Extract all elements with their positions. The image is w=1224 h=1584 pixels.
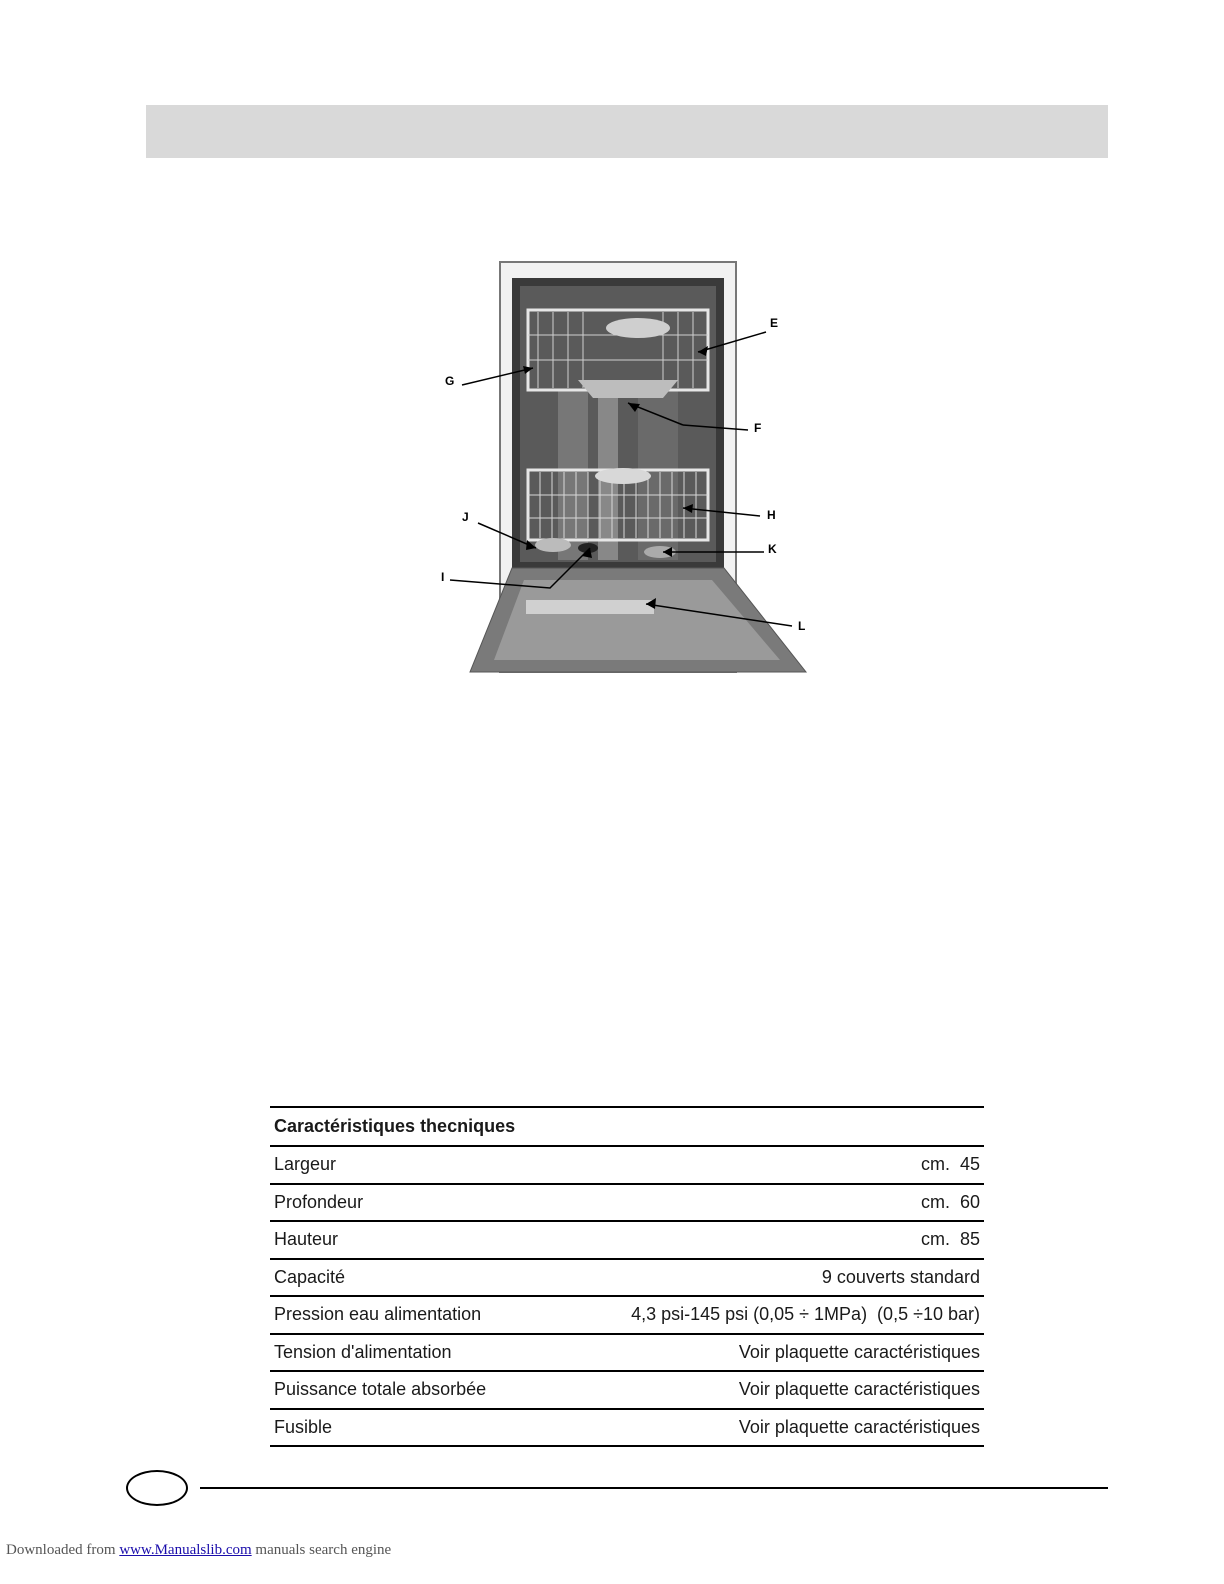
dishwasher-illustration: [428, 240, 820, 690]
callout-j: J: [462, 510, 469, 524]
spec-row-hauteur: [270, 1222, 984, 1260]
spec-row-capacite: [270, 1260, 984, 1298]
spec-label: Tension d'alimentation: [274, 1341, 452, 1362]
spec-value: Voir plaquette caractéristiques: [738, 1416, 980, 1437]
manualslib-link[interactable]: www.Manualslib.com: [119, 1542, 252, 1558]
spec-value: 9 couverts standard: [821, 1266, 980, 1287]
spec-value: Voir plaquette caractéristiques: [738, 1341, 980, 1362]
download-suffix: manuals search engine: [251, 1542, 392, 1558]
spec-row-profondeur: [270, 1185, 984, 1223]
footer-rule: [200, 1487, 1108, 1489]
spec-value: 4,3 psi-145 psi (0,05 ÷ 1MPa) (0,5 ÷10 bar): [631, 1304, 980, 1325]
callout-i: I: [441, 570, 445, 584]
spec-row-puissance: [270, 1372, 984, 1410]
spec-row-fusible: [270, 1410, 984, 1448]
callout-h: H: [767, 508, 776, 522]
spec-table: [270, 1106, 984, 1447]
download-prefix: Downloaded from: [6, 1542, 120, 1558]
spec-label: Fusible: [274, 1416, 333, 1437]
spec-value: cm. 85: [920, 1229, 980, 1250]
spec-label: Capacité: [274, 1266, 346, 1287]
callout-g: G: [445, 374, 455, 388]
spec-value: cm. 60: [920, 1191, 980, 1212]
spec-label: Profondeur: [274, 1191, 364, 1212]
callout-l: L: [798, 619, 806, 633]
spec-label: Hauteur: [274, 1229, 339, 1250]
spec-label: Pression eau alimentation: [274, 1304, 482, 1325]
spec-row-largeur: [270, 1147, 984, 1185]
spec-row-tension: [270, 1335, 984, 1373]
header-band: [146, 105, 1108, 158]
spec-table-header: [270, 1108, 984, 1147]
spec-label: Puissance totale absorbée: [274, 1379, 487, 1400]
page-number-oval: [126, 1470, 188, 1506]
spec-table-title: Caractéristiques thecniques: [274, 1116, 516, 1136]
callout-f: F: [754, 421, 762, 435]
spec-value: Voir plaquette caractéristiques: [738, 1379, 980, 1400]
download-footer: [6, 1542, 391, 1559]
spec-row-pression: [270, 1297, 984, 1335]
dishwasher-figure: [428, 240, 820, 690]
spec-label: Largeur: [274, 1154, 337, 1175]
callout-k: K: [768, 542, 777, 556]
callout-e: E: [770, 316, 779, 330]
spec-value: cm. 45: [920, 1154, 980, 1175]
